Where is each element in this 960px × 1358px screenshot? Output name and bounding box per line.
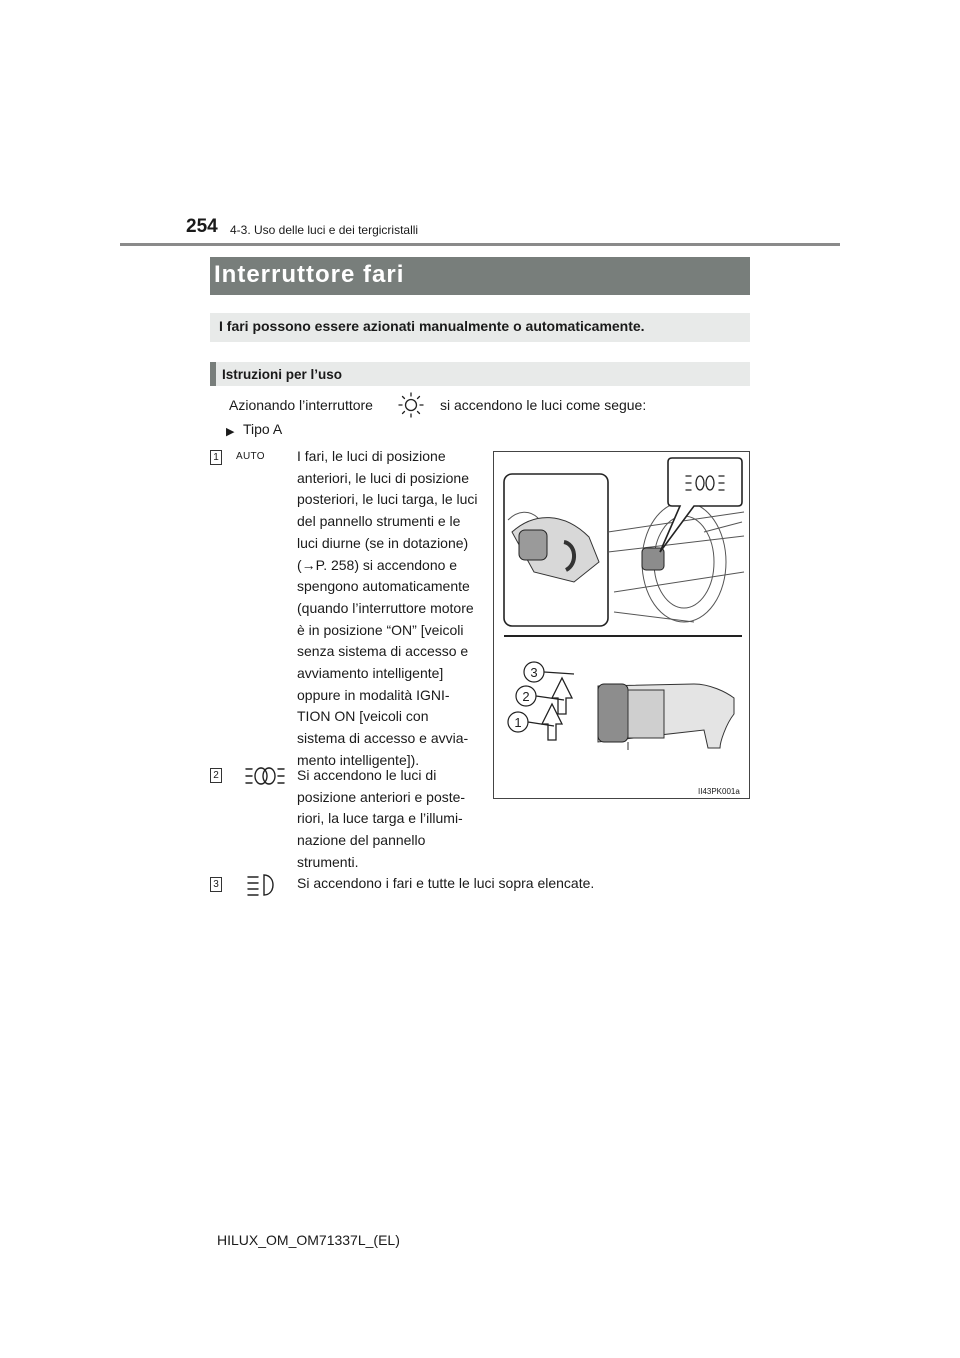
- type-label: Tipo A: [243, 421, 283, 437]
- intro-text: I fari possono essere azionati manualmente o automaticamente.: [219, 318, 645, 334]
- footer-document-code: HILUX_OM_OM71337L_(EL): [217, 1232, 400, 1248]
- tail-light-icon: [244, 764, 286, 788]
- figure-frame: [493, 451, 750, 799]
- header-rule: [120, 243, 840, 246]
- item-number: 3: [210, 877, 222, 892]
- callout-1: 1: [514, 715, 522, 730]
- triangle-bullet-icon: ▶: [226, 426, 235, 438]
- section-reference: 4-3. Uso delle luci e dei tergicristalli: [230, 223, 419, 237]
- usage-text-before: Azionando l’interruttore: [229, 397, 373, 413]
- headlight-switch-illustration: [494, 452, 749, 798]
- figure-code: II43PK001a: [698, 787, 740, 796]
- item-3-text: Si accendono i fari e tutte le luci sopra elencate.: [297, 875, 595, 891]
- item-1-text: I fari, le luci di posizione anteriori, le luci di posizione posteriori, le luci targa, le luci del pannello strumenti e le luci diurne (se in dotazione) (→P. 258) si accendono e spengono automaticamente (quando l’interruttore motore è in posizione “ON” [veicoli senza sistema di accesso e avviamento intelligente] oppure in modalità IGNI- TION ON [veicoli con sistema di accesso e avvia- mento intelligente]).: [297, 448, 478, 768]
- callout-3: 3: [530, 665, 538, 680]
- page-title: Interruttore fari: [214, 261, 405, 288]
- item-2-text: Si accendono le luci di posizione anteriori e poste- riori, la luce targa e l’illumi- nazione del pannello strumenti.: [297, 767, 466, 870]
- light-switch-icon: [396, 391, 426, 419]
- item-number: 1: [210, 450, 222, 465]
- auto-symbol: AUTO: [236, 451, 265, 462]
- subheading: Istruzioni per l’uso: [222, 367, 343, 382]
- usage-text-after: si accendono le luci come segue:: [440, 397, 647, 413]
- item-number: 2: [210, 768, 222, 783]
- headlight-icon: [246, 873, 280, 897]
- page-number: 254: [186, 216, 218, 237]
- callout-2: 2: [522, 689, 530, 704]
